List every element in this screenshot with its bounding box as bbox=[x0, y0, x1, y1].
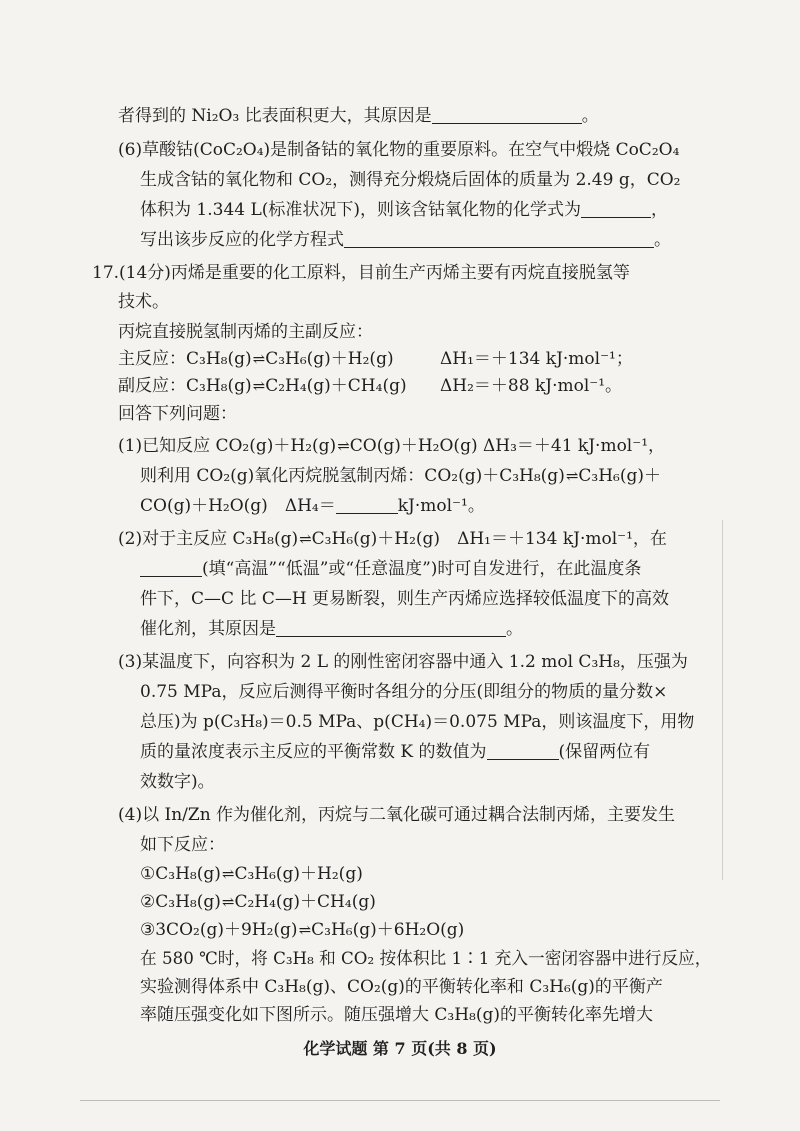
p4-reaction-2: ②C₃H₈(g)⇌C₂H₄(g)＋CH₄(g) bbox=[140, 892, 376, 912]
p2-line-1: (2)对于主反应 C₃H₈(g)⇌C₃H₆(g)＋H₂(g) ΔH₁＝＋134 kJ·mol⁻¹，在 bbox=[118, 529, 667, 549]
equilibrium-arrow-icon: ⇌ bbox=[337, 437, 349, 455]
p3-line-3: 总压)为 p(C₃H₈)＝0.5 MPa、p(CH₄)＝0.075 MPa，则该温度下，用物 bbox=[140, 712, 695, 732]
equilibrium-arrow-icon: ⇌ bbox=[565, 467, 578, 485]
p4-line-8: 率随压强变化如下图所示。随压强增大 C₃H₈(g)的平衡转化率先增大 bbox=[140, 1005, 654, 1025]
p4-line-7: 实验测得体系中 C₃H₈(g)、CO₂(g)的平衡转化率和 C₃H₆(g)的平衡产 bbox=[140, 977, 663, 997]
equilibrium-arrow-icon: ⇌ bbox=[299, 530, 311, 548]
q6-line-1: (6)草酸钴(CoC₂O₄)是制备钴的氧化物的重要原料。在空气中煅烧 CoC₂O₄ bbox=[118, 140, 680, 160]
side-reaction: 副反应：C₃H₈(g)⇌C₂H₄(g)＋CH₄(g) bbox=[118, 376, 407, 396]
answer-blank bbox=[432, 105, 582, 124]
p2-line-3: 件下，C—C 比 C—H 更易断裂，则生产丙烯应选择较低温度下的高效 bbox=[140, 589, 670, 609]
p4-line-1: (4)以 In/Zn 作为催化剂，丙烷与二氧化碳可通过耦合法制丙烯，主要发生 bbox=[118, 805, 676, 825]
answer-blank bbox=[140, 558, 202, 577]
p4-reaction-3: ③3CO₂(g)＋9H₂(g)⇌C₃H₆(g)＋6H₂O(g) bbox=[140, 920, 465, 940]
p2-line-2: (填“高温”“低温”或“任意温度”)时可自发进行，在此温度条 bbox=[140, 557, 641, 581]
answer-blank bbox=[276, 618, 506, 637]
q6-line-4: 写出该步反应的化学方程式 。 bbox=[140, 230, 671, 250]
p3-line-2: 0.75 MPa，反应后测得平衡时各组分的分压(即组分的物质的量分数× bbox=[140, 682, 668, 702]
equilibrium-arrow-icon: ⇌ bbox=[252, 377, 265, 395]
equilibrium-arrow-icon: ⇌ bbox=[221, 865, 234, 883]
p4-line-6: 在 580 ℃时，将 C₃H₈ 和 CO₂ 按体积比 1∶1 充入一密闭容器中进行反应， bbox=[140, 949, 712, 969]
answer-blank bbox=[581, 199, 651, 218]
answer-blank bbox=[344, 229, 654, 248]
page-footer: 化学试题 第 7 页(共 8 页) bbox=[303, 1039, 497, 1058]
q17-intro: 丙烷直接脱氢制丙烯的主副反应： bbox=[118, 322, 373, 342]
q6-line-3: 体积为 1.344 L(标准状况下)，则该含钴氧化物的化学式为 ， bbox=[140, 200, 669, 220]
p1-line-2: 则利用 CO₂(g)氧化丙烷脱氢制丙烯：CO₂(g)＋C₃H₈(g)⇌C₃H₆(g)＋ bbox=[140, 466, 662, 486]
answer-blank bbox=[336, 495, 398, 514]
equilibrium-arrow-icon: ⇌ bbox=[252, 350, 265, 368]
bottom-rule bbox=[80, 1100, 720, 1101]
equilibrium-arrow-icon: ⇌ bbox=[221, 893, 234, 911]
page-fold-line bbox=[722, 520, 723, 880]
answer-prompt: 回答下列问题： bbox=[118, 404, 237, 424]
p1-line-3: CO(g)＋H₂O(g) ΔH₄＝ kJ·mol⁻¹。 bbox=[140, 496, 485, 516]
continuation-line: 者得到的 Ni₂O₃ 比表面积更大，其原因是 。 bbox=[118, 106, 599, 126]
q17-header: 17.(14分)丙烯是重要的化工原料，目前生产丙烯主要有丙烷直接脱氢等 bbox=[92, 263, 630, 283]
main-reaction-enthalpy: ΔH₁＝＋134 kJ·mol⁻¹； bbox=[440, 349, 633, 369]
q17-header-2: 技术。 bbox=[118, 292, 169, 312]
side-reaction-enthalpy: ΔH₂＝＋88 kJ·mol⁻¹。 bbox=[440, 376, 623, 396]
p2-line-4: 催化剂，其原因是 。 bbox=[140, 619, 523, 639]
p4-line-2: 如下反应： bbox=[140, 835, 225, 855]
p4-reaction-1: ①C₃H₈(g)⇌C₃H₆(g)＋H₂(g) bbox=[140, 864, 363, 884]
q6-line-2: 生成含钴的氧化物和 CO₂，测得充分煅烧后固体的质量为 2.49 g，CO₂ bbox=[140, 170, 681, 190]
p1-line-1: (1)已知反应 CO₂(g)＋H₂(g)⇌CO(g)＋H₂O(g) ΔH₃＝＋41 kJ·mol⁻¹， bbox=[118, 436, 666, 456]
answer-blank bbox=[487, 741, 559, 760]
p3-line-1: (3)某温度下，向容积为 2 L 的刚性密闭容器中通入 1.2 mol C₃H₈，压强为 bbox=[118, 652, 688, 672]
p3-line-5: 效数字)。 bbox=[140, 772, 215, 792]
main-reaction: 主反应：C₃H₈(g)⇌C₃H₆(g)＋H₂(g) bbox=[118, 349, 394, 369]
p3-line-4: 质的量浓度表示主反应的平衡常数 K 的数值为 (保留两位有 bbox=[140, 742, 651, 762]
equilibrium-arrow-icon: ⇌ bbox=[298, 921, 311, 939]
